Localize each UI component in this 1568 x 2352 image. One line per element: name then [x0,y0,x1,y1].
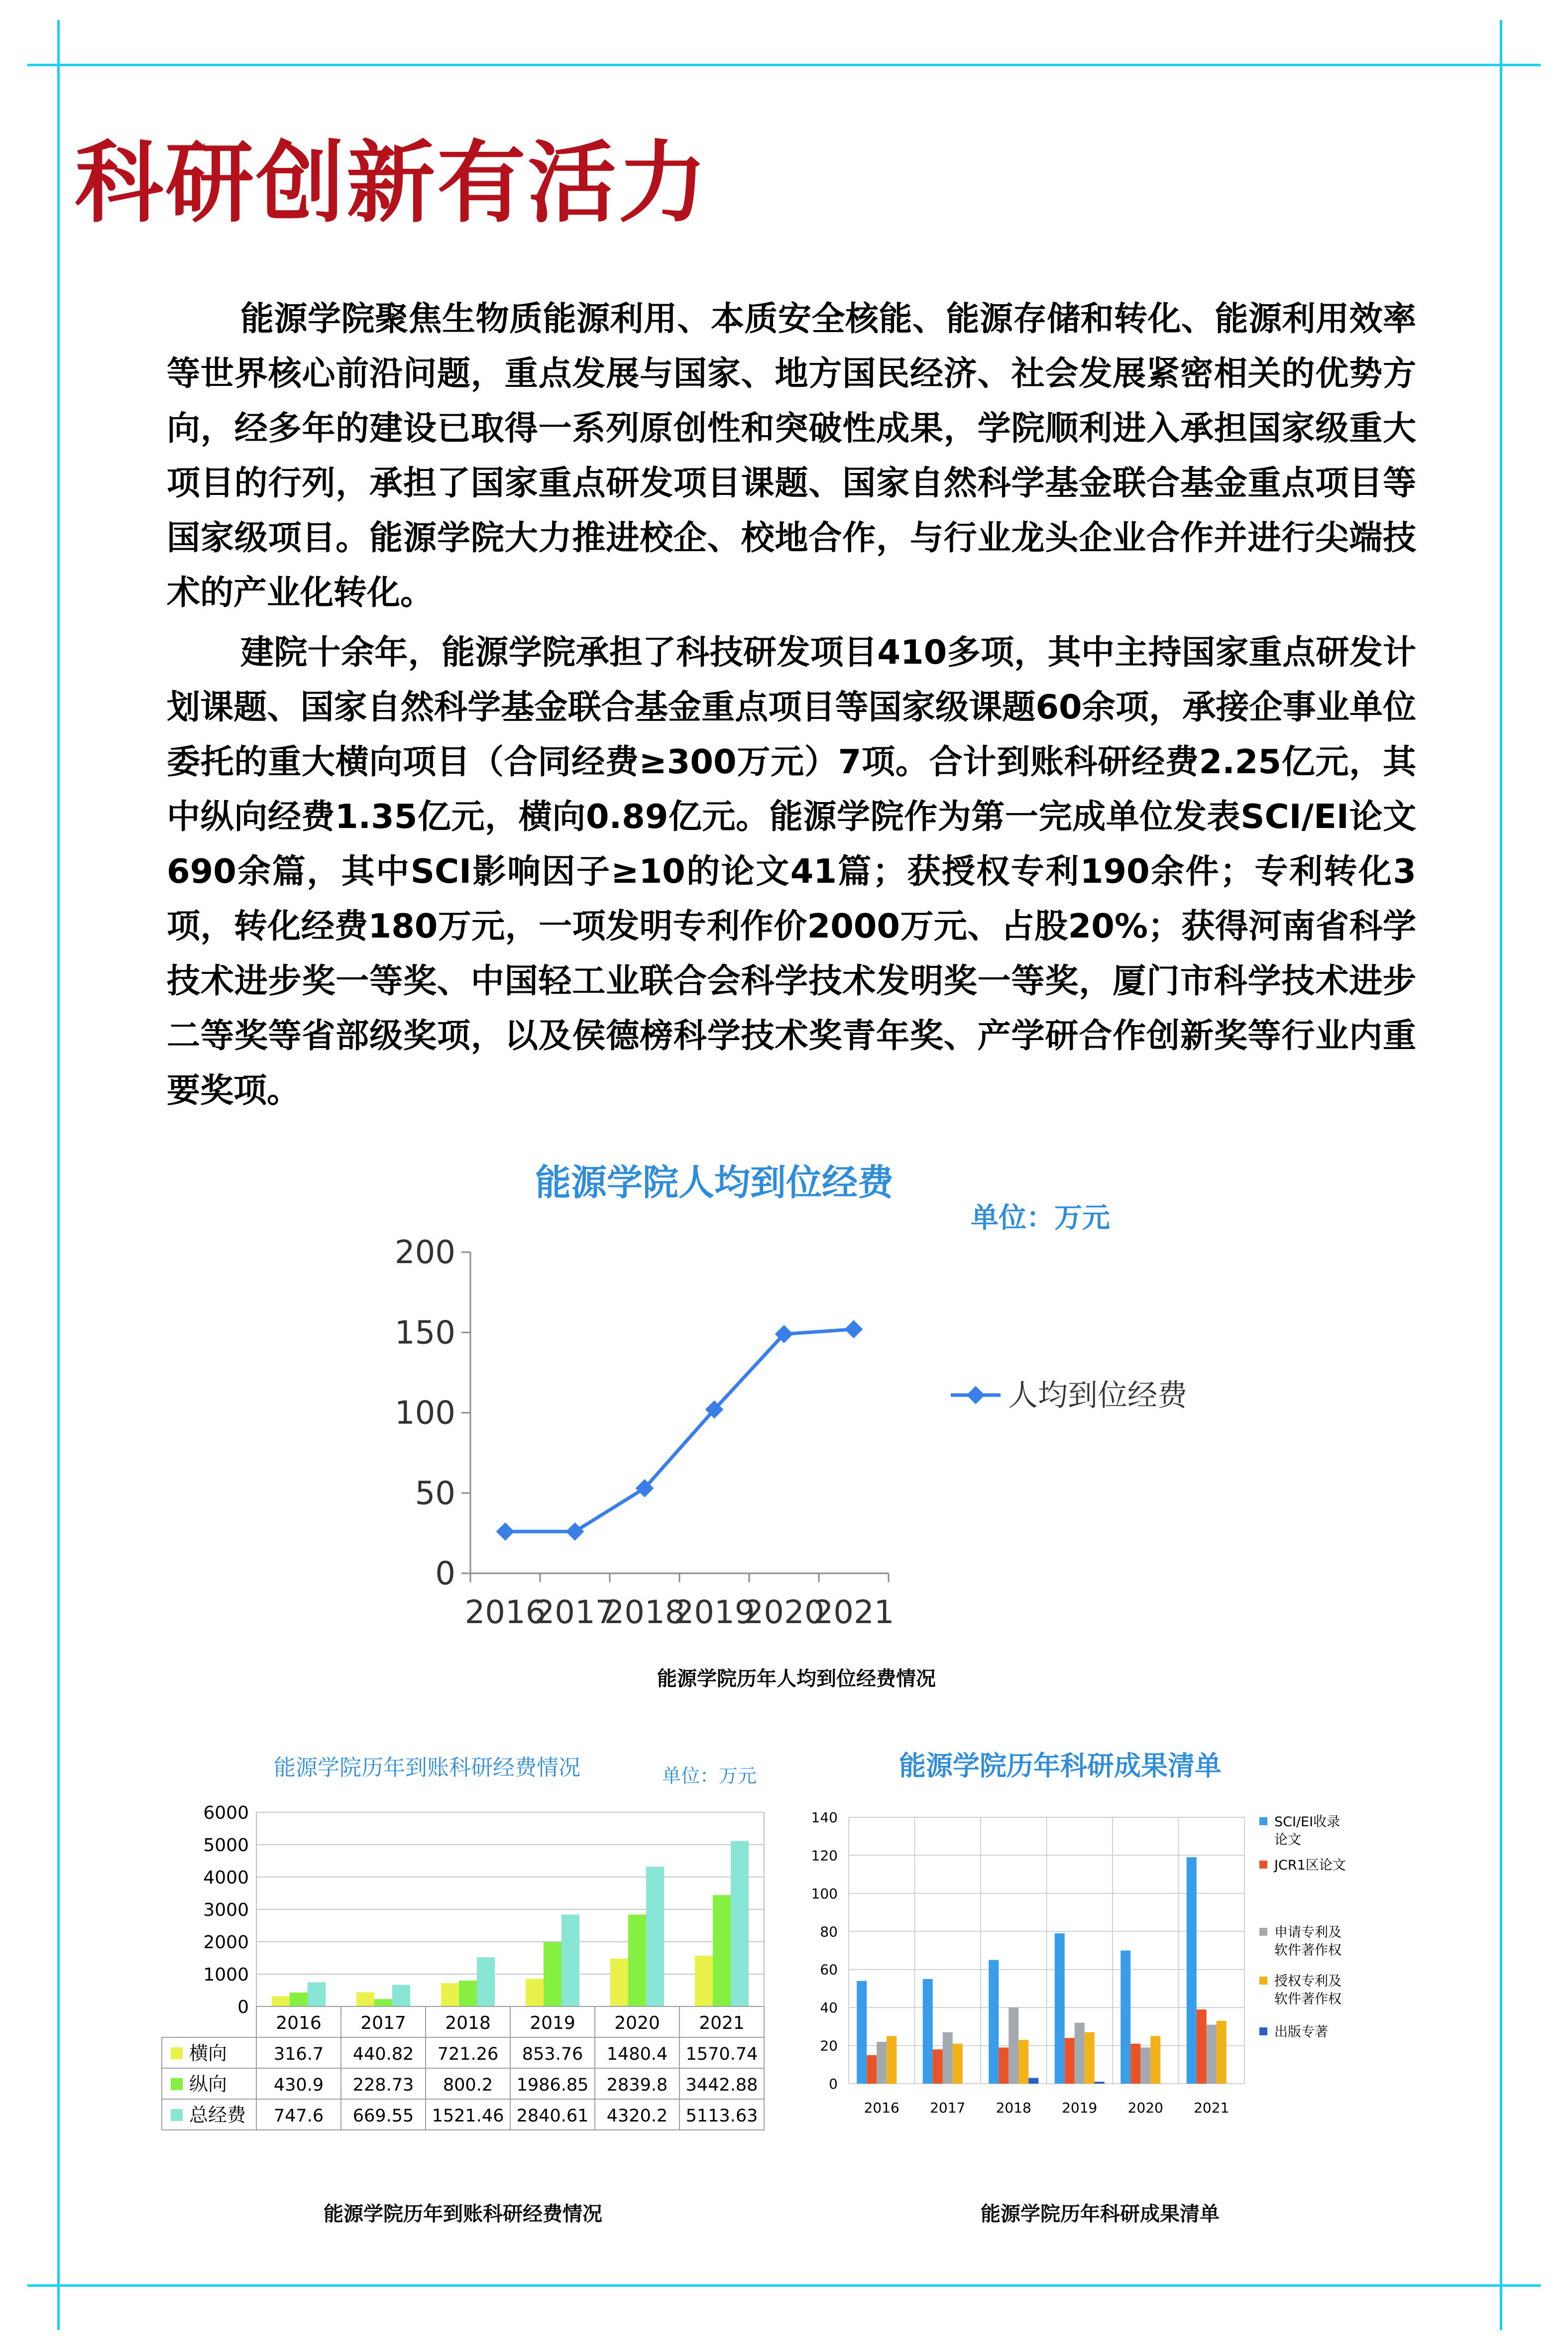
y-tick-label: 0 [237,1997,249,2017]
y-tick-label: 0 [435,1555,455,1592]
table-header-year: 2017 [360,2013,406,2033]
legend-key-总经费 [171,2109,183,2121]
bar-JCR1区论文 [933,2049,943,2084]
bar-申请专利及软件著作权 [877,2042,887,2084]
table-header-year: 2018 [445,2013,491,2033]
legend-label: 申请专利及 [1274,1925,1342,1940]
legend-key-JCR1区论文 [1259,1861,1267,1869]
bar-JCR1区论文 [867,2055,877,2084]
bar-SCI/EI收录论文 [923,1979,933,2084]
table-cell: 5113.63 [685,2106,758,2126]
chart-title: 能源学院历年到账科研经费情况 [274,1755,580,1780]
bar-SCI/EI收录论文 [1187,1857,1197,2084]
bar-纵向 [290,1993,308,2006]
bar-横向 [610,1959,628,2006]
x-tick-label: 2020 [743,1594,825,1631]
bar-SCI/EI收录论文 [857,1981,867,2084]
bar-横向 [695,1956,713,2006]
y-tick-label: 150 [394,1314,455,1352]
table-cell: 721.26 [437,2044,499,2064]
x-tick-label: 2016 [464,1594,546,1631]
legend-label: 总经费 [189,2104,246,2126]
legend-label: SCI/EI收录 [1274,1814,1341,1830]
x-tick-label: 2019 [673,1594,755,1631]
table-cell: 316.7 [273,2044,324,2064]
y-tick-label: 60 [820,1961,838,1978]
chart-title: 能源学院历年科研成果清单 [899,1750,1222,1781]
table-cell: 4320.2 [606,2106,668,2126]
bar-申请专利及软件著作权 [1075,2023,1085,2084]
bar-申请专利及软件著作权 [1207,2025,1217,2084]
legend-key-授权专利及软件著作权 [1259,1977,1267,1985]
crop-mark [57,20,60,2330]
y-tick-label: 140 [811,1809,838,1826]
legend-label: 横向 [189,2042,227,2064]
x-tick-label: 2016 [864,2100,899,2116]
x-tick-label: 2017 [534,1594,616,1631]
crop-mark [27,2284,1541,2287]
table-cell: 853.76 [522,2044,583,2064]
data-point-marker [496,1523,515,1541]
y-tick-label: 80 [820,1923,838,1940]
table-header-year: 2016 [276,2013,322,2033]
chart1-caption: 能源学院历年人均到位经费情况 [657,1667,936,1690]
y-tick-label: 2000 [203,1932,249,1953]
table-header-year: 2020 [614,2013,660,2033]
bar-申请专利及软件著作权 [1008,2007,1018,2084]
table-cell: 2839.8 [606,2075,668,2095]
legend-marker [967,1386,985,1405]
y-tick-label: 5000 [203,1835,249,1856]
table-cell: 1521.46 [432,2106,504,2126]
per-capita-funding-line-chart [348,1145,1244,1643]
unit-note: 单位：万元 [971,1202,1110,1234]
x-tick-label: 2021 [813,1594,895,1631]
legend-label: 纵向 [189,2073,227,2095]
table-cell: 2840.61 [516,2106,589,2126]
table-cell: 440.82 [352,2044,414,2064]
table-cell: 669.55 [352,2106,414,2126]
y-tick-label: 40 [820,1999,838,2016]
bar-授权专利及软件著作权 [953,2044,963,2084]
bar-授权专利及软件著作权 [1217,2021,1227,2084]
bar-授权专利及软件著作权 [1085,2032,1095,2084]
legend-key-出版专著 [1259,2027,1267,2035]
chart2-caption: 能源学院历年到账科研经费情况 [324,2203,602,2226]
bar-纵向 [459,1981,477,2006]
bar-总经费 [731,1841,749,2006]
legend-key-纵向 [171,2078,183,2090]
bar-JCR1区论文 [1197,2009,1207,2084]
y-tick-label: 120 [811,1847,838,1864]
x-tick-label: 2018 [996,2100,1031,2116]
legend-label: 人均到位经费 [1008,1378,1187,1413]
bar-纵向 [544,1942,561,2006]
bar-授权专利及软件著作权 [1150,2036,1160,2084]
bar-总经费 [308,1982,326,2006]
bar-申请专利及软件著作权 [1140,2047,1150,2084]
research-output-bar-chart [796,1738,1424,2166]
legend-key-SCI/EI收录论文 [1259,1817,1267,1825]
data-point-marker [845,1320,863,1338]
y-tick-label: 100 [394,1395,455,1432]
bar-纵向 [374,1999,392,2006]
intro-paragraph: 能源学院聚焦生物质能源利用、本质安全核能、能源存储和转化、能源利用效率等世界核心前沿问题，重点发展与国家、地方国民经济、社会发展紧密相关的优势方向，经多年的建设已取得一系列原创性和突破性成果，学院顺利进入承担国家级重大项目的行列，承担了国家重点研发项目课题、国家自然科学基金联合基金重点项目等国家级项目。能源学院大力推进校企、校地合作，与行业龙头企业合作并进行尖端技术的产业化转化。 [167,299,1416,612]
page-title: 科研创新有活力 [75,131,709,235]
x-tick-label: 2020 [1127,2100,1163,2116]
unit-note: 单位：万元 [662,1765,757,1787]
y-tick-label: 6000 [203,1803,249,1823]
crop-mark [27,64,1541,66]
bar-纵向 [713,1895,731,2006]
y-tick-label: 4000 [203,1868,249,1888]
legend-label: 论文 [1274,1832,1301,1848]
table-header-year: 2021 [699,2013,745,2033]
bar-授权专利及软件著作权 [887,2036,896,2084]
bar-申请专利及软件著作权 [943,2032,953,2084]
bar-JCR1区论文 [1130,2044,1140,2084]
bar-JCR1区论文 [1065,2038,1075,2084]
x-tick-label: 2017 [930,2100,966,2116]
x-tick-label: 2018 [604,1594,685,1631]
bar-总经费 [392,1985,410,2006]
y-tick-label: 200 [394,1234,455,1271]
y-tick-label: 0 [829,2076,838,2092]
table-cell: 747.6 [273,2106,324,2126]
y-tick-label: 100 [811,1885,838,1902]
table-header-year: 2019 [530,2013,575,2033]
table-cell: 228.73 [352,2075,414,2095]
table-cell: 430.9 [273,2075,324,2095]
y-tick-label: 1000 [203,1965,249,1985]
y-tick-label: 50 [415,1475,455,1512]
bar-授权专利及软件著作权 [1018,2040,1028,2084]
legend-label: 软件著作权 [1274,1992,1342,2007]
chart3-caption: 能源学院历年科研成果清单 [981,2203,1220,2226]
bar-出版专著 [1095,2082,1105,2084]
bar-总经费 [561,1914,579,2006]
table-cell: 1986.85 [516,2075,589,2095]
bar-JCR1区论文 [999,2047,1008,2084]
bar-SCI/EI收录论文 [989,1960,999,2084]
table-cell: 1570.74 [685,2044,758,2064]
legend-label: 授权专利及 [1274,1974,1342,1989]
legend-key-横向 [171,2047,183,2059]
bar-SCI/EI收录论文 [1120,1951,1130,2084]
x-tick-label: 2019 [1062,2100,1098,2116]
y-tick-label: 3000 [203,1900,249,1920]
bar-总经费 [646,1867,664,2006]
legend-label: 出版专著 [1274,2024,1328,2040]
x-tick-label: 2021 [1194,2100,1230,2116]
bar-横向 [356,1992,374,2006]
bar-出版专著 [1028,2078,1038,2084]
y-tick-label: 20 [820,2037,838,2054]
bar-纵向 [628,1914,646,2006]
bar-横向 [441,1983,459,2006]
funding-bar-chart [154,1738,782,2166]
series-line [505,1329,854,1531]
legend-key-申请专利及软件著作权 [1259,1928,1267,1936]
bar-SCI/EI收录论文 [1055,1933,1065,2084]
data-point-marker [566,1523,584,1541]
table-cell: 3442.88 [685,2075,758,2095]
legend-label: JCR1区论文 [1274,1858,1346,1873]
bar-总经费 [477,1957,495,2006]
table-cell: 1480.4 [606,2044,668,2064]
bar-横向 [272,1996,290,2006]
chart-title: 能源学院人均到位经费 [535,1162,894,1203]
legend-label: 软件著作权 [1274,1943,1342,1958]
table-cell: 800.2 [443,2075,493,2095]
bar-横向 [526,1979,544,2006]
achievements-paragraph: 建院十余年，能源学院承担了科技研发项目410多项，其中主持国家重点研发计划课题、国家自然科学基金联合基金重点项目等国家级课题60余项，承接企事业单位委托的重大横向项目（合同经费≥300万元）7项。合计到账科研经费2.25亿元，其中纵向经费1.35亿元，横向0.89亿元。能源学院作为第一完成单位发表SCI/EI论文690余篇，其中SCI影响因子≥10的论文41篇；获授权专利190余件；专利转化3项，转化经费180万元，一项发明专利作价2000万元、占股20%；获得河南省科学技术进步奖一等奖、中国轻工业联合会科学技术发明奖一等奖，厦门市科学技术进步二等奖等省部级奖项，以及侯德榜科学技术奖青年奖、产学研合作创新奖等行业内重要奖项。 [167,633,1416,1110]
crop-mark [1500,20,1502,2330]
